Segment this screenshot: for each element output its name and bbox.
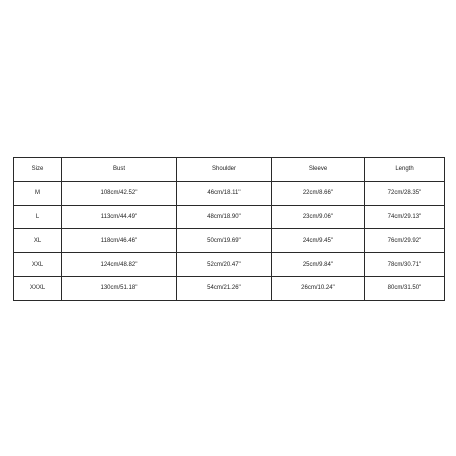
table-row (14, 205, 445, 229)
sleeve-cell: 22cm/8.66'' (272, 181, 365, 205)
shoulder-cell: 54cm/21.26'' (177, 276, 272, 300)
length-cell: 72cm/28.35'' (365, 181, 445, 205)
sleeve-cell: 23cm/9.06'' (272, 205, 365, 229)
shoulder-cell: 46cm/18.11'' (177, 181, 272, 205)
sleeve-cell: 24cm/9.45'' (272, 229, 365, 253)
length-cell: 76cm/29.92'' (365, 229, 445, 253)
size-cell: XL (14, 229, 62, 253)
bust-cell: 130cm/51.18'' (62, 276, 177, 300)
table-header-row (14, 158, 445, 182)
header-shoulder: Shoulder (177, 158, 272, 182)
shoulder-cell: 52cm/20.47'' (177, 253, 272, 277)
bust-cell: 108cm/42.52'' (62, 181, 177, 205)
sleeve-cell: 25cm/9.84'' (272, 253, 365, 277)
header-bust: Bust (62, 158, 177, 182)
length-cell: 80cm/31.50'' (365, 276, 445, 300)
bust-cell: 118cm/46.46'' (62, 229, 177, 253)
size-cell: XXXL (14, 276, 62, 300)
length-cell: 74cm/29.13'' (365, 205, 445, 229)
table-row (14, 181, 445, 205)
bust-cell: 124cm/48.82'' (62, 253, 177, 277)
table-row (14, 276, 445, 300)
header-sleeve: Sleeve (272, 158, 365, 182)
size-chart-table (13, 157, 445, 301)
shoulder-cell: 50cm/19.69'' (177, 229, 272, 253)
size-cell: M (14, 181, 62, 205)
length-cell: 78cm/30.71'' (365, 253, 445, 277)
table-row (14, 253, 445, 277)
bust-cell: 113cm/44.49'' (62, 205, 177, 229)
sleeve-cell: 26cm/10.24'' (272, 276, 365, 300)
header-size: Size (14, 158, 62, 182)
header-length: Length (365, 158, 445, 182)
table-row (14, 229, 445, 253)
size-cell: L (14, 205, 62, 229)
size-cell: XXL (14, 253, 62, 277)
shoulder-cell: 48cm/18.90'' (177, 205, 272, 229)
